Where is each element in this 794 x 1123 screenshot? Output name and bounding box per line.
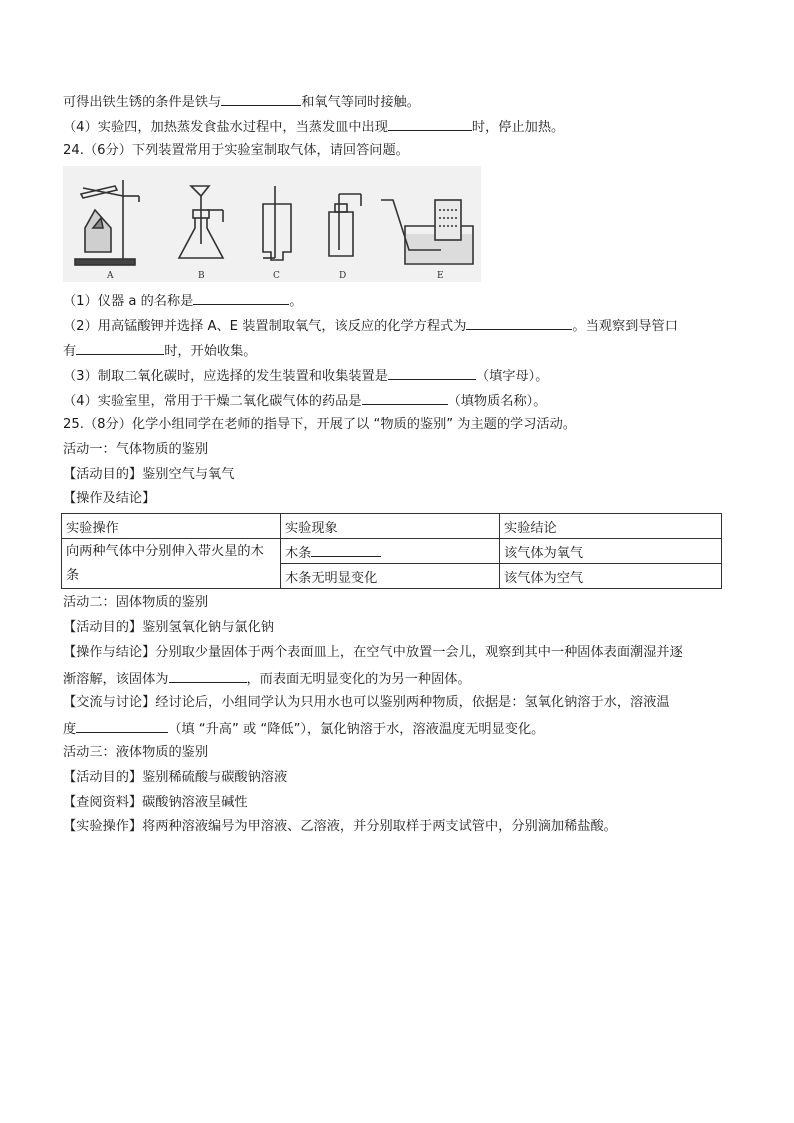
activity-1-goal: 【活动目的】鉴别空气与氧气 bbox=[63, 467, 235, 482]
conclusion-cell: 该气体为空气 bbox=[500, 564, 722, 589]
experiment-table bbox=[61, 513, 722, 589]
activity-2-goal: 【活动目的】鉴别氢氧化钠与氯化钠 bbox=[63, 620, 274, 635]
activity-2-discussion-line2 bbox=[63, 719, 544, 739]
line-q23-4 bbox=[63, 117, 564, 137]
text: （4）实验四，加热蒸发食盐水过程中，当蒸发皿中出现 bbox=[63, 120, 388, 135]
line-q24-1 bbox=[63, 291, 303, 311]
apparatus-figure bbox=[63, 166, 481, 282]
text: （填字母）。 bbox=[475, 369, 549, 384]
text: （3）制取二氧化碳时，应选择的发生装置和收集装置是 bbox=[63, 369, 388, 384]
text: 木条 bbox=[285, 545, 312, 561]
activity-2-operation-line1: 【操作与结论】分别取少量固体于两个表面皿上，在空气中放置一会儿，观察到其中一种固体表面潮湿并逐 bbox=[63, 645, 683, 660]
text: 。当观察到导管口 bbox=[572, 319, 678, 334]
text: 。 bbox=[289, 294, 303, 309]
activity-3-heading: 活动三：液体物质的鉴别 bbox=[63, 745, 209, 760]
line-q24-3 bbox=[63, 366, 548, 386]
activity-2-operation-line2 bbox=[63, 669, 471, 689]
apparatus-label: C bbox=[273, 271, 280, 281]
activity-2-heading: 活动二：固体物质的鉴别 bbox=[63, 595, 209, 610]
phenomenon-cell: 木条无明显变化 bbox=[281, 564, 500, 589]
answer-blank[interactable] bbox=[221, 92, 301, 106]
text: 有 bbox=[63, 344, 77, 359]
answer-blank[interactable] bbox=[193, 291, 289, 305]
text: ，而表面无明显变化的为另一种固体。 bbox=[246, 672, 471, 687]
text: 和氧气等同时接触。 bbox=[301, 95, 420, 110]
answer-blank[interactable] bbox=[466, 316, 572, 330]
text: （填 “升高” 或 “降低”），氯化钠溶于水，溶液温度无明显变化。 bbox=[168, 722, 545, 737]
text: 可得出铁生锈的条件是铁与 bbox=[63, 95, 222, 110]
text: （填物质名称）。 bbox=[447, 394, 547, 409]
phenomenon-cell bbox=[281, 539, 500, 564]
line-q24-4 bbox=[63, 391, 546, 411]
answer-blank[interactable] bbox=[362, 391, 448, 405]
text: 时，开始收集。 bbox=[164, 344, 257, 359]
table-header-cell: 实验现象 bbox=[281, 514, 500, 539]
answer-blank[interactable] bbox=[388, 117, 472, 131]
answer-blank[interactable] bbox=[388, 366, 476, 380]
apparatus-label: B bbox=[198, 271, 205, 281]
line-rust-condition bbox=[63, 92, 420, 112]
text: 渐溶解，该固体为 bbox=[63, 672, 169, 687]
activity-3-goal: 【活动目的】鉴别稀硫酸与碳酸钠溶液 bbox=[63, 770, 288, 785]
table-header-cell: 实验结论 bbox=[500, 514, 722, 539]
activity-1-heading: 活动一：气体物质的鉴别 bbox=[63, 442, 209, 457]
apparatus-label: A bbox=[107, 271, 114, 281]
answer-blank[interactable] bbox=[169, 669, 247, 683]
answer-blank[interactable] bbox=[311, 543, 381, 557]
text: 度 bbox=[63, 722, 77, 737]
answer-blank[interactable] bbox=[76, 719, 168, 733]
apparatus-label: E bbox=[437, 271, 444, 281]
line-q24-2 bbox=[63, 316, 678, 336]
table-header-cell: 实验操作 bbox=[62, 514, 281, 539]
table-row bbox=[62, 539, 722, 564]
text: 时，停止加热。 bbox=[471, 120, 565, 135]
apparatus-label: D bbox=[339, 271, 347, 281]
text: （1）仪器 a 的名称是 bbox=[63, 294, 194, 309]
activity-3-operation: 【实验操作】将两种溶液编号为甲溶液、乙溶液，并分别取样于两支试管中，分别滴加稀盐酸。 bbox=[63, 819, 617, 834]
activity-1-ops-heading: 【操作及结论】 bbox=[63, 491, 156, 506]
activity-2-discussion-line1: 【交流与讨论】经讨论后，小组同学认为只用水也可以鉴别两种物质，依据是：氢氧化钠溶于水，溶液温 bbox=[63, 695, 670, 710]
question-24-title: 24.（6分）下列装置常用于实验室制取气体，请回答问题。 bbox=[63, 143, 409, 158]
answer-blank[interactable] bbox=[76, 341, 164, 355]
text: （2）用高锰酸钾并选择 A、E 装置制取氧气，该反应的化学方程式为 bbox=[63, 319, 467, 334]
question-25-title: 25.（8分）化学小组同学在老师的指导下，开展了以 “物质的鉴别” 为主题的学习活动。 bbox=[63, 417, 576, 432]
line-q24-2b bbox=[63, 341, 257, 361]
text: （4）实验室里，常用于干燥二氧化碳气体的药品是 bbox=[63, 394, 362, 409]
table-header-row bbox=[62, 514, 722, 539]
activity-3-info: 【查阅资料】碳酸钠溶液呈碱性 bbox=[63, 795, 248, 810]
conclusion-cell: 该气体为氧气 bbox=[500, 539, 722, 564]
operation-cell: 向两种气体中分别伸入带火星的木条 bbox=[62, 539, 281, 589]
